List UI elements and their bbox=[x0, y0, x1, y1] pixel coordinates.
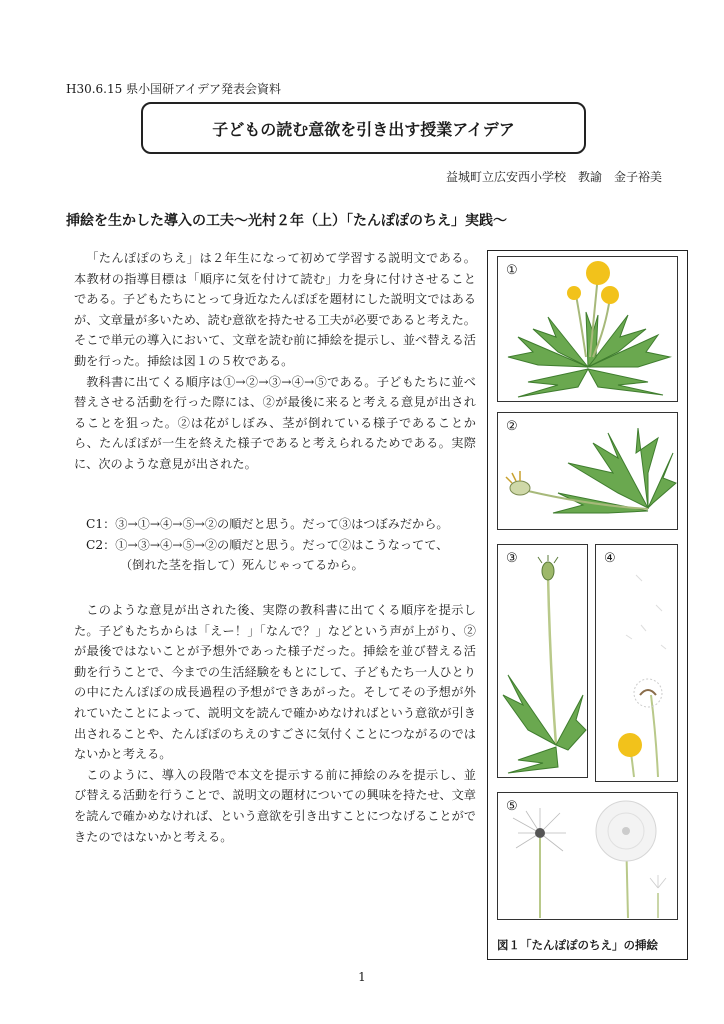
dandelion-rosette-illustration bbox=[498, 257, 678, 402]
panel-number: ③ bbox=[506, 551, 518, 566]
paragraph: 「たんぽぽのちえ」は２年生になって初めて学習する説明文である。本教材の指導目標は「順序に気を付けて読む」力を身に付けさせることである。子どもたちにとって身近なたんぽぽを題材にした説明文ではあるが、文章量が多いため、読む意欲を持たせる工夫が必要であると考えた。そこで単元の導入において、文章を読む前に挿絵を提示し、並べ替える活動を行った。挿絵は図１の５枚である。 bbox=[74, 251, 476, 368]
figure-panel-4 bbox=[595, 544, 678, 782]
panel-number: ⑤ bbox=[506, 799, 518, 814]
page-number: 1 bbox=[358, 970, 366, 984]
dandelion-bud-illustration bbox=[498, 545, 588, 778]
figure-panel-5 bbox=[497, 792, 678, 920]
comment-c1: C1：③→①→④→⑤→②の順だと思う。だって③はつぼみだから。 bbox=[86, 517, 449, 531]
paragraph: このように、導入の段階で本文を提示する前に挿絵のみを提示し、並び替える活動を行うことで、説明文の題材についての興味を持たせ、文章を読んで確かめなければ、という意欲を引き出すことにつなげることができたのではないかと考える。 bbox=[74, 767, 476, 844]
page-title-text: 子どもの読む意欲を引き出す授業アイデア bbox=[212, 119, 515, 139]
body-text-top bbox=[74, 248, 476, 475]
dandelion-seedhead-illustration bbox=[596, 545, 678, 782]
body-text-bottom bbox=[74, 600, 476, 847]
panel-number: ② bbox=[506, 419, 518, 434]
figure-panel-2 bbox=[497, 412, 678, 530]
student-comments bbox=[86, 514, 480, 576]
document-meta: H30.6.15 県小国研アイデア発表会資料 bbox=[66, 82, 282, 96]
panel-number: ① bbox=[506, 263, 518, 278]
figure-panel-3 bbox=[497, 544, 588, 778]
dandelion-fluff-illustration bbox=[498, 793, 678, 920]
paragraph: このような意見が出された後、実際の教科書に出てくる順序を提示した。子どもたちからは「えー！」「なんで？」などという声が上がり、②が最後ではないことが予想外であった様子だった。挿絵を並び替える活動を行うことで、今までの生活経験をもとにして、子どもたち一人ひとりの中にたんぽぽの成長過程の予想ができあがった。そしてその予想が外れていたことによって、説明文を読んで確かめなければという意欲が引き出されることや、たんぽぽのちえのすごさに気付くことにつながるのではないかと考える。 bbox=[74, 603, 476, 762]
dandelion-wilted-illustration bbox=[498, 413, 678, 530]
author-line: 益城町立広安西小学校 教諭 金子裕美 bbox=[445, 170, 662, 184]
comment-c2-continued: （倒れた茎を指して）死んじゃってるから。 bbox=[120, 558, 364, 573]
page-title bbox=[141, 102, 586, 154]
paragraph: 教科書に出てくる順序は①→②→③→④→⑤である。子どもたちに並べ替えさせる活動を行った際には、②が最後に来ると考える意見が出されることを狙った。②は花がしぼみ、茎が倒れている様子であることから、たんぽぽが一生を終えた様子であると考えられるためである。実際に、次のような意見が出された。 bbox=[74, 374, 476, 471]
section-heading: 挿絵を生かした導入の工夫～光村２年（上）「たんぽぽのちえ」実践～ bbox=[66, 213, 507, 229]
panel-number: ④ bbox=[604, 551, 616, 566]
figure-panel-1 bbox=[497, 256, 678, 402]
comment-c2: C2：①→③→④→⑤→②の順だと思う。だって②はこうなってて、 bbox=[86, 537, 449, 552]
figure-caption: 図１「たんぽぽのちえ」の挿絵 bbox=[497, 938, 658, 952]
